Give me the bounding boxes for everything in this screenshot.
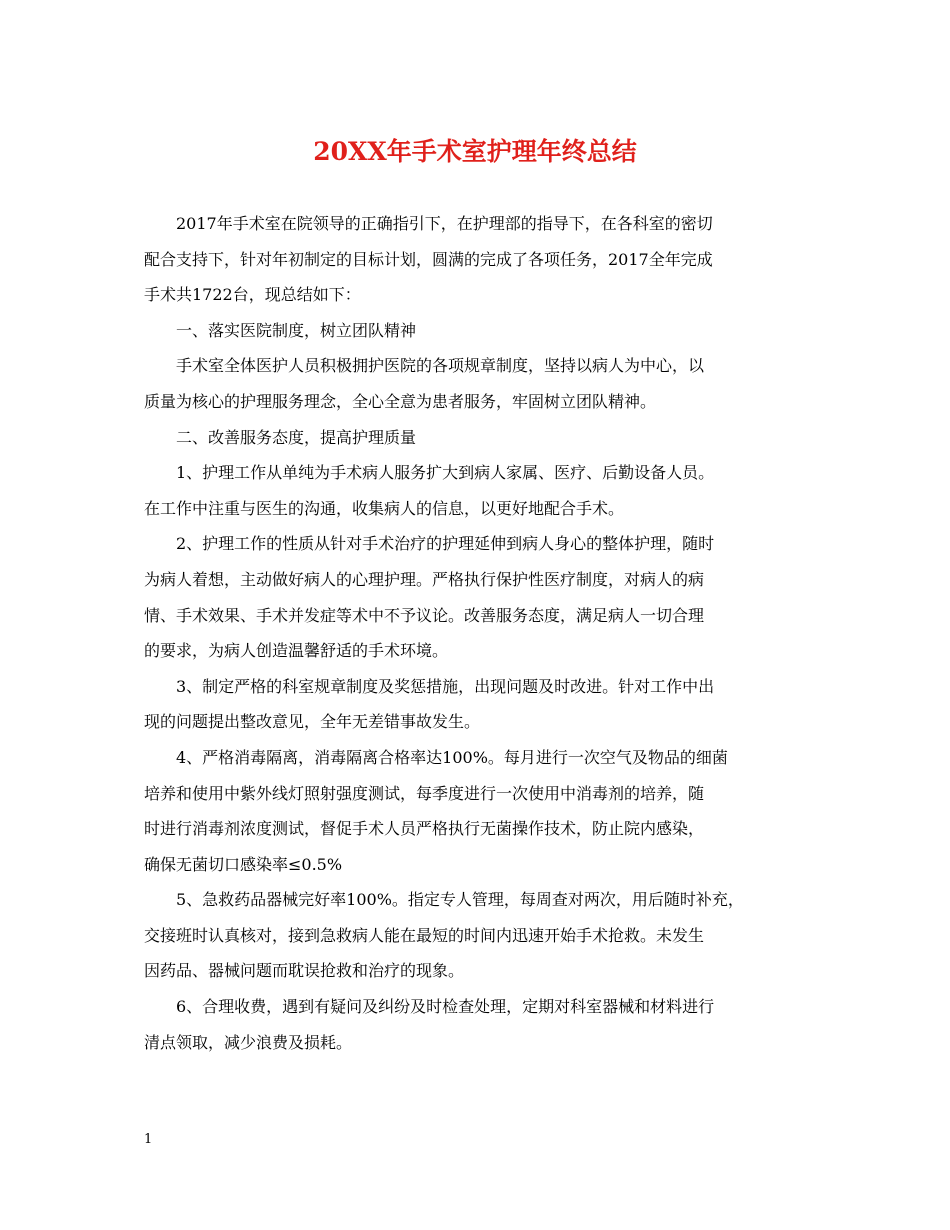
body-line: 培养和使用中紫外线灯照射强度测试，每季度进行一次使用中消毒剂的培养，随 [144, 783, 705, 803]
body-line: 的要求，为病人创造温馨舒适的手术环境。 [144, 641, 449, 661]
body-line: 为病人着想，主动做好病人的心理护理。严格执行保护性医疗制度，对病人的病 [144, 569, 705, 589]
body-line: 情、手术效果、手术并发症等术中不予议论。改善服务态度，满足病人一切合理 [144, 605, 705, 625]
body-line: 时进行消毒剂浓度测试，督促手术人员严格执行无菌操作技术，防止院内感染， [144, 819, 705, 839]
list-item: 2、护理工作的性质从针对手术治疗的护理延伸到病人身心的整体护理，随时 [176, 534, 715, 554]
list-item: 6、合理收费，遇到有疑问及纠纷及时检查处理，定期对科室器械和材料进行 [176, 997, 715, 1017]
list-item: 5、急救药品器械完好率100%。指定专人管理，每周查对两次，用后随时补充， [176, 890, 744, 910]
body-line: 清点领取，减少浪费及损耗。 [144, 1032, 353, 1052]
list-item: 4、严格消毒隔离，消毒隔离合格率达100%。每月进行一次空气及物品的细菌 [176, 747, 728, 767]
body-line: 配合支持下，针对年初制定的目标计划，圆满的完成了各项任务，2017全年完成 [144, 249, 713, 269]
body-line: 交接班时认真核对，接到急救病人能在最短的时间内迅速开始手术抢救。未发生 [144, 925, 705, 945]
list-item: 3、制定严格的科室规章制度及奖惩措施，出现问题及时改进。针对工作中出 [176, 676, 715, 696]
body-line: 手术共1722台，现总结如下： [144, 285, 361, 305]
body-line: 因药品、器械问题而耽误抢救和治疗的现象。 [144, 961, 465, 981]
body-line: 2017年手术室在院领导的正确指引下，在护理部的指导下，在各科室的密切 [176, 214, 713, 233]
section-heading: 一、落实医院制度，树立团队精神 [176, 320, 417, 340]
page-number: 1 [144, 1132, 153, 1147]
body-line: 确保无菌切口感染率≤0.5% [144, 854, 343, 874]
section-heading: 二、改善服务态度，提高护理质量 [176, 427, 417, 447]
document-title: 20XX年手术室护理年终总结 [313, 137, 637, 166]
body-line: 现的问题提出整改意见，全年无差错事故发生。 [144, 712, 481, 732]
document-body [144, 206, 834, 1060]
list-item: 1、护理工作从单纯为手术病人服务扩大到病人家属、医疗、后勤设备人员。 [176, 463, 715, 483]
body-line: 质量为核心的护理服务理念，全心全意为患者服务，牢固树立团队精神。 [144, 391, 657, 411]
body-line: 在工作中注重与医生的沟通，收集病人的信息，以更好地配合手术。 [144, 498, 625, 518]
body-line: 手术室全体医护人员积极拥护医院的各项规章制度，坚持以病人为中心，以 [176, 356, 705, 376]
